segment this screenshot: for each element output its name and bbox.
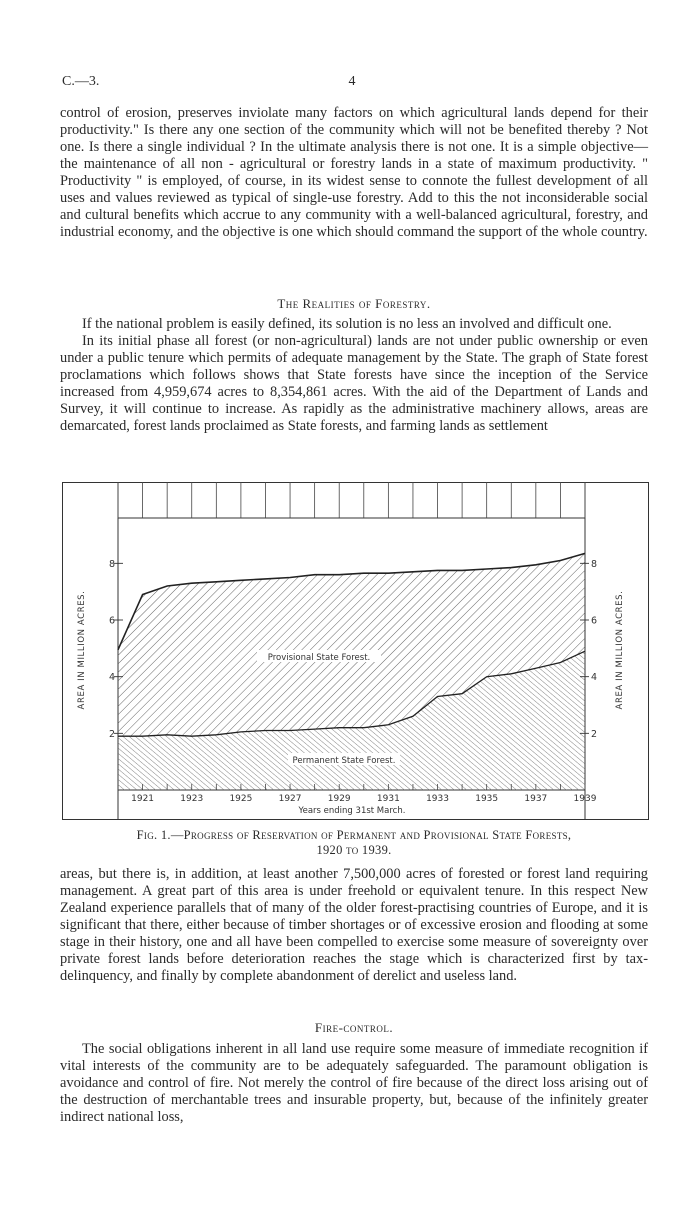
permanent-forest-label: Permanent State Forest. (292, 756, 396, 766)
x-axis-label: Years ending 31st March. (298, 806, 406, 816)
y-tick-label-right: 4 (591, 672, 598, 684)
y-tick-label-right: 2 (591, 728, 598, 740)
forest-reservation-chart (62, 482, 649, 820)
paragraph-freehold (60, 866, 648, 985)
paragraph-realities (60, 316, 648, 435)
y-tick-label-left: 2 (108, 728, 115, 740)
paragraph-intro (60, 105, 648, 241)
x-tick-label: 1935 (475, 794, 499, 804)
paragraph-text: areas, but there is, in addition, at least another 7,500,000 acres of forested or forest land requiring management. A great part of this area is under freehold or equivalent tenure. In this respect New Zealand experience parallels that of many of the older forest-practising countries of Europe, and it is significant that there, either because of timber shortages or of excessive erosion and flooding at some stage in their history, one and all have been compelled to exercise some measure of sovereignty over private forest lands before deterioration reaches the stage which is characterized first by tax-delinquency, and finally by complete abandonment of derelict and useless land. (60, 866, 648, 984)
caption-line: Fig. 1.—Progress of Reservation of Permanent and Provisional State Forests, (136, 828, 572, 842)
x-tick-label: 1921 (131, 794, 155, 804)
paragraph-text: In its initial phase all forest (or non-agricultural) lands are not under public ownership or even under a public tenure which permits of adequate management by the State. The graph of State forest proclamations which follows shows that State forests have since the inception of the Service increased from 4,959,674 acres to 8,354,861 acres. With the aid of the Department of Lands and Survey, it will continue to increase. As rapidly as the administrative machinery allows, areas are demarcated, forest lands proclaimed as State forests, and farming lands as settlement (60, 333, 648, 434)
section-heading-realities: The Realities of Forestry. (277, 296, 431, 311)
page-number: 4 (348, 74, 356, 89)
figure-caption (60, 828, 648, 858)
y-axis-label-right: AREA IN MILLION ACRES. (615, 590, 625, 710)
caption-line: 1920 to 1939. (316, 843, 392, 857)
x-tick-label: 1937 (524, 794, 548, 804)
y-tick-label-right: 6 (591, 615, 598, 627)
y-tick-label-right: 8 (591, 558, 598, 570)
x-tick-label: 1931 (376, 794, 400, 804)
page-header (62, 74, 642, 94)
x-tick-label: 1939 (573, 794, 597, 804)
x-tick-label: 1933 (426, 794, 449, 804)
x-tick-label: 1929 (327, 794, 351, 804)
paragraph-text: If the national problem is easily defined, its solution is no less an involved and difficult one. (82, 316, 612, 332)
paragraph-text: control of erosion, preserves inviolate many factors on which agricultural lands depend for their productivity." Is there any one section of the community which will not be benefited thereby ? Not one. Is there a single individual ? In the ultimate analysis there is not one. It is a simple objective—the maintenance of all non - agricultural or forestry lands in a state of maximum productivity. " Productivity " is employed, of course, in its widest sense to connote the fullest development of all uses and values reviewed as typical of single-use forestry. Add to this the not inconsiderable social and cultural benefits which accrue to any community with a well-balanced agricultural, forestry, and industrial economy, and the objective is one which should command the support of the whole country. (60, 105, 648, 240)
x-tick-label: 1923 (180, 794, 204, 804)
x-tick-label: 1927 (278, 794, 302, 804)
paragraph-text: The social obligations inherent in all land use require some measure of immediate recognition if vital interests of the community are to be adequately safeguarded. The paramount obligation is avoidance and control of fire. Not merely the control of fire because of the direct loss arising out of the destruction of merchantable trees and insurable property, but, because of the infinitely greater indirect national loss, (60, 1041, 648, 1125)
x-tick-label: 1925 (229, 794, 253, 804)
y-tick-label-left: 6 (108, 615, 115, 627)
paragraph-fire-control (60, 1041, 648, 1126)
y-tick-label-left: 4 (108, 672, 115, 684)
section-heading-fire-control: Fire-control. (314, 1020, 394, 1035)
y-tick-label-left: 8 (108, 558, 115, 570)
y-axis-label-left: AREA IN MILLION ACRES. (77, 590, 87, 710)
document-reference: C.—3. (62, 74, 100, 89)
chart-svg (62, 482, 649, 820)
provisional-forest-label: Provisional State Forest. (267, 653, 371, 663)
